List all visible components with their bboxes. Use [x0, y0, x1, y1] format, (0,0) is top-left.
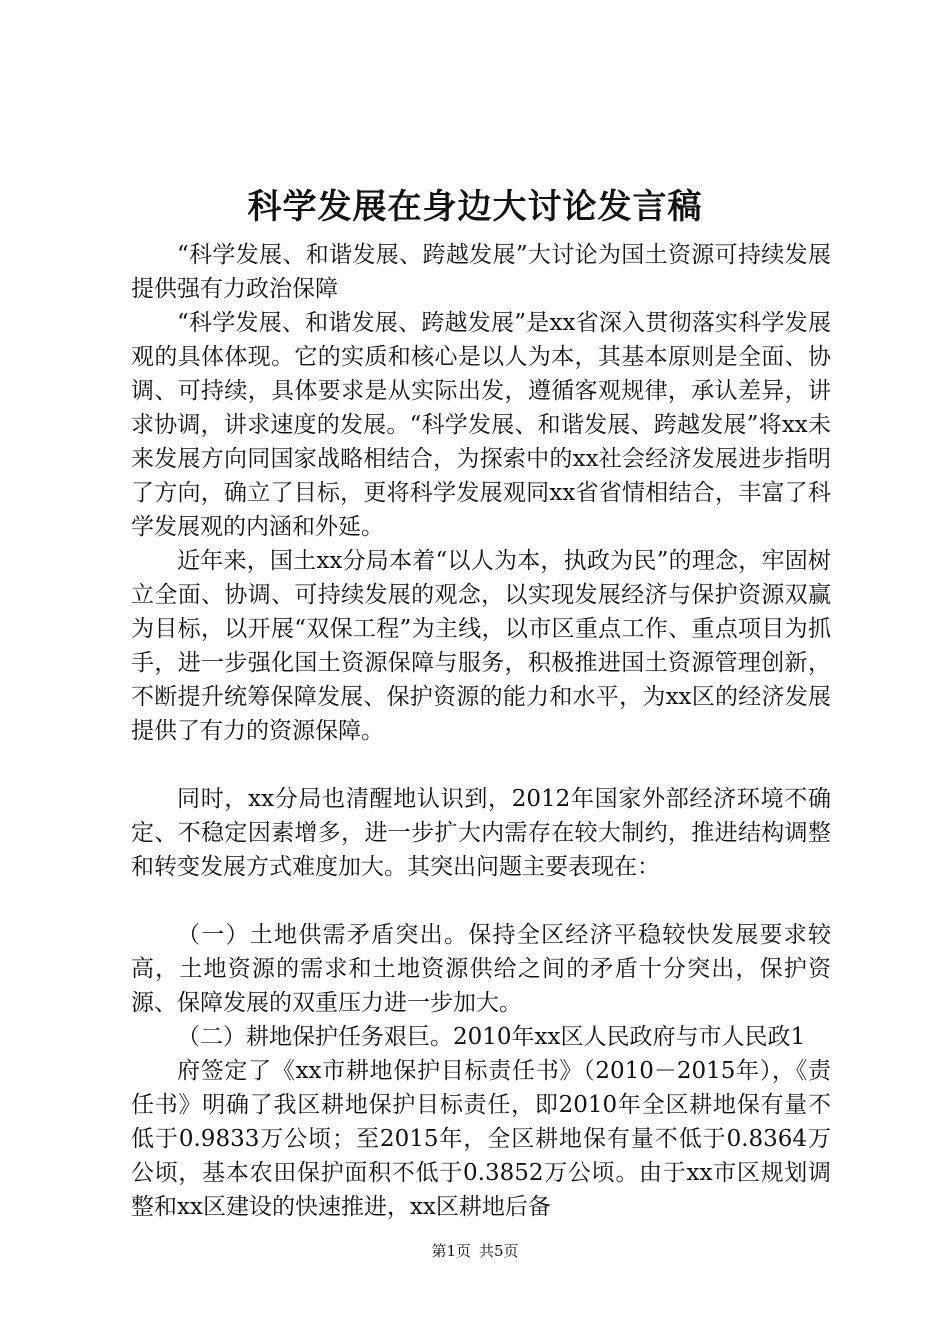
paragraph-heading: “科学发展、和谐发展、跨越发展”大讨论为国土资源可持续发展提供强有力政治保障 — [131, 242, 831, 302]
paragraph: 府签定了《xx市耕地保护目标责任书》（2010－2015年），《责任书》明确了我区耕地保护目标责任，即2010年全区耕地保有量不低于0.9833万公顷；至2015年，全区耕地保有量不低于0.8364万公顷，基本农田保护面积不低于0.3852万公顷。由于xx市区规划调整和xx区建设的快速推进，xx区耕地后备 — [131, 1058, 831, 1220]
document-body — [131, 238, 831, 1224]
paragraph-spacer — [131, 748, 831, 782]
document-title: 科学发展在身边大讨论发言稿 — [247, 187, 703, 227]
paragraph: 同时，xx分局也清醒地认识到，2012年国家外部经济环境不确定、不稳定因素增多，进一步扩大内需存在较大制约，推进结构调整和转变发展方式难度加大。其突出问题主要表现在： — [131, 786, 831, 880]
paragraph: 近年来，国土xx分局本着“以人为本，执政为民”的理念，牢固树立全面、协调、可持续发展的观念，以实现发展经济与保护资源双赢为目标，以开展“双保工程”为主线，以市区重点工作、重点项目为抓手，进一步强化国土资源保障与服务，积极推进国土资源管理创新，不断提升统筹保障发展、保护资源的能力和水平，为xx区的经济发展提供了有力的资源保障。 — [131, 548, 831, 744]
paragraph-item-1: （一）土地供需矛盾突出。保持全区经济平稳较快发展要求较高，土地资源的需求和土地资源供给之间的矛盾十分突出，保护资源、保障发展的双重压力进一步加大。 — [131, 922, 831, 1016]
paragraph-item-2: （二）耕地保护任务艰巨。2010年xx区人民政府与市人民政1 — [177, 1024, 806, 1050]
page-number: 第1页 — [431, 1242, 471, 1260]
page-total: 共5页 — [479, 1242, 519, 1260]
paragraph-spacer — [131, 884, 831, 918]
paragraph: “科学发展、和谐发展、跨越发展”是xx省深入贯彻落实科学发展观的具体体现。它的实质和核心是以人为本，其基本原则是全面、协调、可持续，具体要求是从实际出发，遵循客观规律，承认差异，讲求协调，讲求速度的发展。“科学发展、和谐发展、跨越发展”将xx未来发展方向同国家战略相结合，为探索中的xx社会经济发展进步指明了方向，确立了目标，更将科学发展观同xx省省情相结合，丰富了科学发展观的内涵和外延。 — [131, 310, 831, 540]
page-footer — [0, 1240, 950, 1262]
